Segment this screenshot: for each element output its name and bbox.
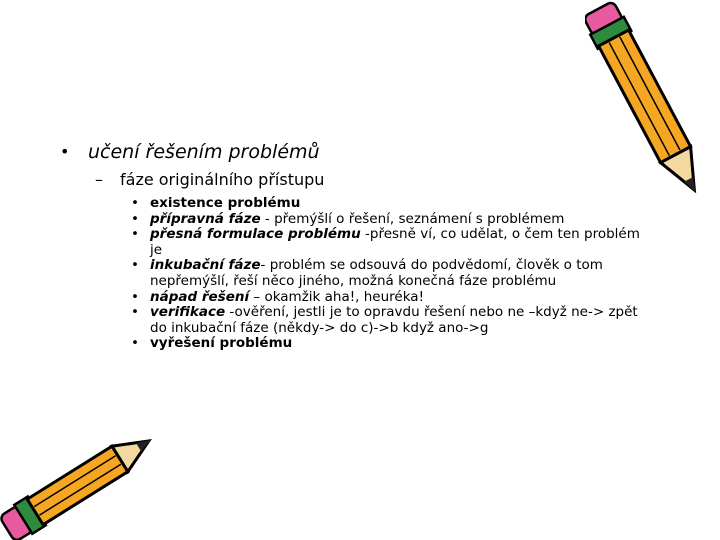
item-desc: – okamžik aha!, heuréka!: [249, 288, 424, 305]
item-desc: - problém se odsouvá do podvědomí, člověk o tom nepřemýšlí, řeší něco jiného, možná konečná fáze problému: [150, 257, 603, 289]
list-item: [131, 336, 651, 352]
list-item: [131, 196, 651, 212]
bullet: •: [60, 142, 70, 161]
item-term: verifikace: [150, 304, 226, 321]
item-term: přesná formulace problému: [150, 226, 361, 243]
item-term: inkubační fáze: [150, 257, 261, 274]
list-item: [131, 212, 651, 228]
item-term: nápad řešení: [150, 288, 250, 305]
bullet: •: [131, 288, 139, 305]
bullet: •: [131, 210, 139, 227]
bullet: •: [131, 304, 139, 321]
bullet: •: [131, 195, 139, 211]
pencil-icon-top-right: [585, 0, 720, 220]
heading-text: učení řešením problémů: [88, 141, 320, 163]
pencil-icon-bottom-left: [0, 430, 165, 540]
phase-list: [131, 196, 651, 352]
item-desc: -ověření, jestli je to opravdu řešení nebo ne –když ne-> zpět do inkubační fáze (někdy-> do c)->b když ano->g: [150, 304, 638, 336]
item-desc: -přesně ví, co udělat, o čem ten problém je: [150, 226, 640, 258]
item-term: přípravná fáze: [150, 210, 261, 227]
bullet: •: [131, 257, 139, 274]
list-item: [131, 305, 651, 336]
item-term: existence problému: [150, 195, 301, 211]
item-desc: - přemýšlí o řešení, seznámení s problémem: [260, 210, 565, 227]
list-item: [131, 290, 651, 306]
bullet: •: [131, 335, 139, 352]
bullet: •: [131, 226, 139, 243]
list-item: [131, 258, 651, 289]
item-term: vyřešení problému: [150, 335, 293, 352]
dash: –: [95, 170, 103, 189]
subheading-text: fáze originálního přístupu: [120, 170, 325, 189]
list-item: [131, 227, 651, 258]
